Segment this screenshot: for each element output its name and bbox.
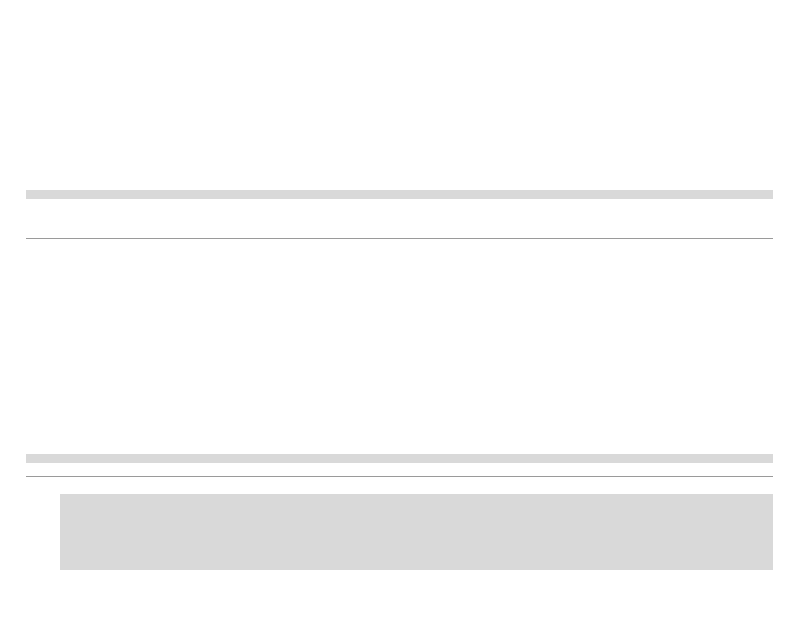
- divider-line: [26, 238, 773, 239]
- standards-header-bar: [26, 454, 773, 463]
- competencies-shade: [60, 494, 773, 570]
- components-header-bar: [26, 190, 773, 199]
- divider-line: [26, 476, 773, 477]
